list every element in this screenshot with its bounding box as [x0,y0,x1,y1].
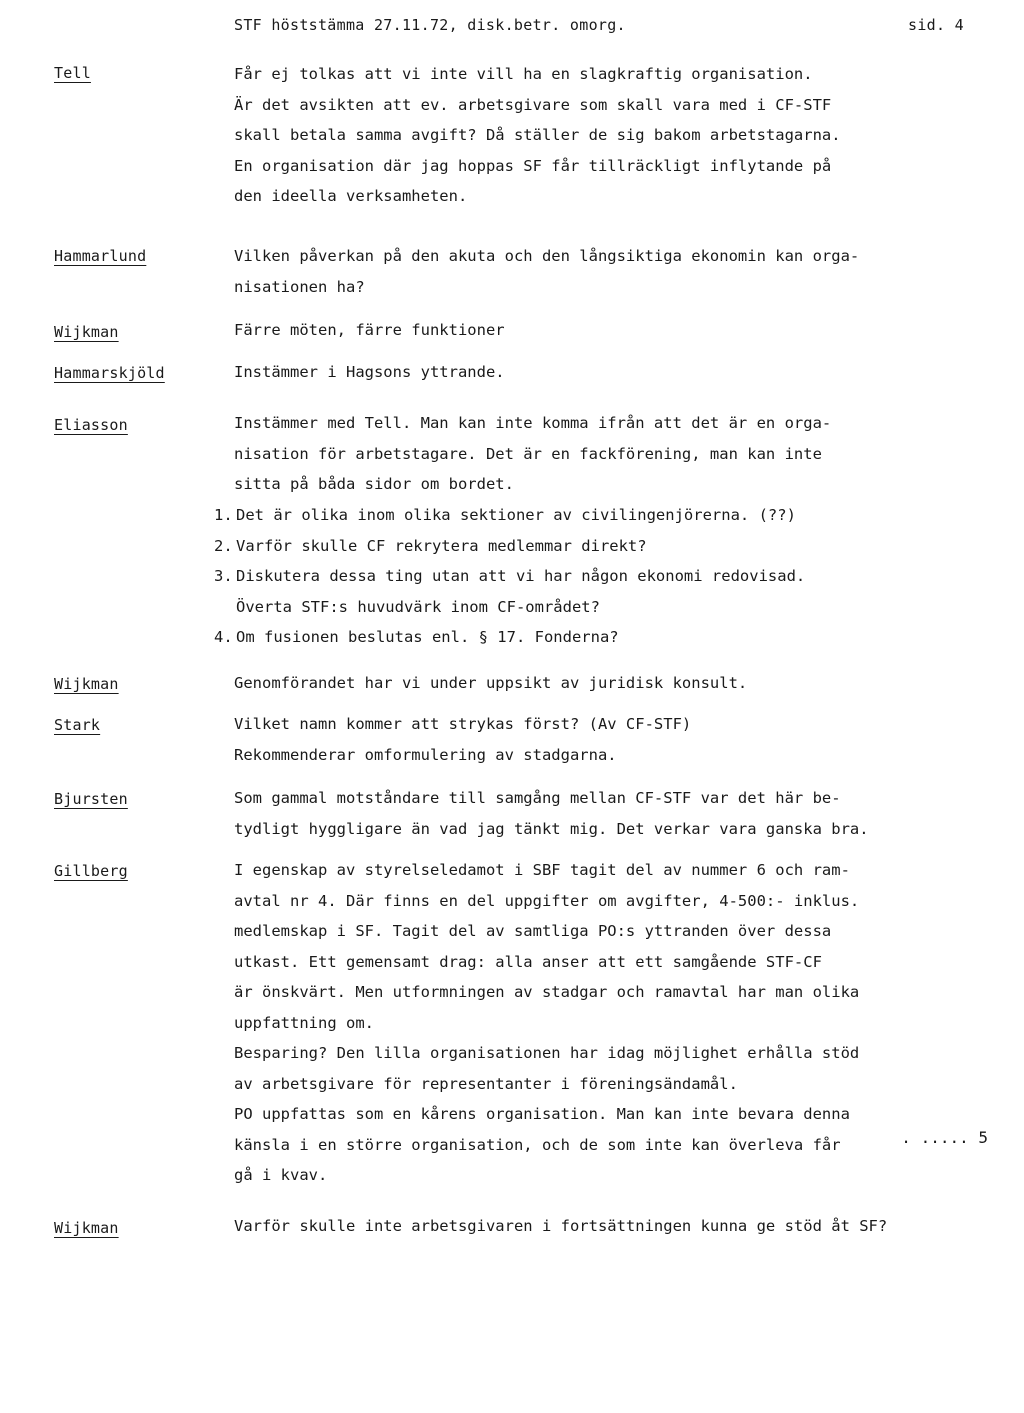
entry-text [234,855,1014,1191]
text-line: Är det avsikten att ev. arbetsgivare som skall vara med i CF-STF [234,95,832,114]
text-line: tydligt hyggligare än vad jag tänkt mig. Det verkar vara ganska bra. [234,819,869,838]
numbered-list [214,500,1016,653]
entry-text [234,783,1014,844]
list-text: Om fusionen beslutas enl. § 17. Fonderna? [236,628,619,646]
list-text: Varför skulle CF rekrytera medlemmar direkt? [236,536,647,555]
list-number [214,592,236,623]
text-line: Varför skulle inte arbetsgivaren i fortsättningen kunna ge stöd åt SF? [234,1217,888,1235]
speaker-name: Hammarlund [54,247,147,265]
text-line: den ideella verksamheten. [234,187,468,205]
entry-text [234,59,1014,212]
entry-text [234,315,1014,346]
entry-text [234,709,1014,770]
text-line: är önskvärt. Men utformningen av stadgar och ramavtal har man olika [234,983,860,1001]
text-line: sitta på båda sidor om bordet. [234,475,514,493]
list-number: 2. [214,536,233,555]
text-line: utkast. Ett gemensamt drag: alla anser att ett samgående STF-CF [234,952,822,971]
entry-text [234,408,1014,500]
list-number: 4. [214,628,233,646]
list-text: Det är olika inom olika sektioner av civilingenjörerna. (??) [236,506,796,524]
speaker-name: Wijkman [54,1219,119,1237]
next-page-marker: . ..... 5 [901,1128,988,1147]
list-item [214,592,1016,623]
list-item [214,531,1016,562]
text-line: känsla i en större organisation, och de som inte kan överleva får [234,1135,841,1154]
entry-text [234,357,1014,388]
list-text: Överta STF:s huvudvärk inom CF-området? [236,597,600,616]
text-line: I egenskap av styrelseledamot i SBF tagit del av nummer 6 och ram- [234,861,850,879]
speaker-name: Hammarskjöld [54,364,165,382]
text-line: avtal nr 4. Där finns en del uppgifter om avgifter, 4-500:- inklus. [234,891,860,910]
entry-text [234,1211,1014,1242]
text-line: Får ej tolkas att vi inte vill ha en slagkraftig organisation. [234,65,813,83]
list-item [214,622,1016,653]
list-item [214,500,1016,531]
text-line: Instämmer i Hagsons yttrande. [234,363,505,381]
text-line: Som gammal motståndare till samgång mellan CF-STF var det här be- [234,789,841,807]
text-line: PO uppfattas som en kårens organisation. Man kan inte bevara denna [234,1105,850,1123]
text-line: Vilket namn kommer att strykas först? (Av CF-STF) [234,715,692,733]
speaker-name: Wijkman [54,323,119,341]
text-line: gå i kvav. [234,1166,328,1184]
page-number: sid. 4 [908,16,964,34]
speaker-name: Tell [54,64,91,82]
text-line: Genomförandet har vi under uppsikt av juridisk konsult. [234,674,748,692]
text-line: En organisation där jag hoppas SF får tillräckligt inflytande på [234,156,832,175]
text-line: Färre möten, färre funktioner [234,321,505,339]
header-title: STF höststämma 27.11.72, disk.betr. omorg. [234,16,626,34]
speaker-name: Eliasson [54,416,128,434]
text-line: skall betala samma avgift? Då ställer de sig bakom arbetstagarna. [234,126,841,144]
speaker-name: Bjursten [54,790,128,808]
speaker-name: Gillberg [54,862,128,880]
text-line: Rekommenderar omformulering av stadgarna. [234,745,617,764]
text-line: uppfattning om. [234,1013,374,1032]
entry-text [234,241,1014,302]
list-number: 3. [214,567,233,585]
speaker-name: Stark [54,716,101,734]
text-line: nisation för arbetstagare. Det är en fackförening, man kan inte [234,444,822,463]
list-item [214,561,1016,592]
text-line: av arbetsgivare för representanter i föreningsändamål. [234,1074,738,1093]
page-header [234,16,964,34]
speaker-name: Wijkman [54,675,119,693]
text-line: nisationen ha? [234,277,365,296]
text-line: Vilken påverkan på den akuta och den långsiktiga ekonomin kan orga- [234,247,860,265]
text-line: Besparing? Den lilla organisationen har idag möjlighet erhålla stöd [234,1044,860,1062]
text-line: medlemskap i SF. Tagit del av samtliga PO:s yttranden över dessa [234,922,832,940]
entry-text [234,668,1014,699]
list-text: Diskutera dessa ting utan att vi har någon ekonomi redovisad. [236,567,806,585]
list-number: 1. [214,506,233,524]
text-line: Instämmer med Tell. Man kan inte komma ifrån att det är en orga- [234,414,832,432]
